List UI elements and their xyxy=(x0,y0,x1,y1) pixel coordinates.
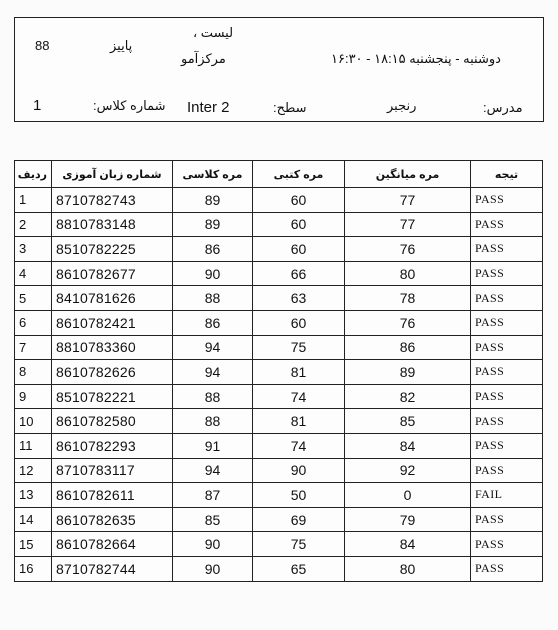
written-score-cell: 74 xyxy=(253,433,345,458)
table-row xyxy=(15,556,543,581)
row-number-cell: 10 xyxy=(15,409,52,434)
class-score-cell: 94 xyxy=(173,458,253,483)
written-score-cell: 66 xyxy=(253,261,345,286)
class-score-cell: 90 xyxy=(173,532,253,557)
final-score-cell: 84 xyxy=(345,532,471,557)
column-header-written-score: مره کتبی xyxy=(253,161,345,188)
table-row xyxy=(15,261,543,286)
student-id-cell: 8610782677 xyxy=(52,261,173,286)
result-cell: PASS xyxy=(471,286,543,311)
result-cell: PASS xyxy=(471,310,543,335)
row-number-cell: 16 xyxy=(15,556,52,581)
result-cell: PASS xyxy=(471,409,543,434)
row-number-cell: 1 xyxy=(15,188,52,213)
column-header-student-id: شماره زبان آموزی xyxy=(52,161,173,188)
final-score-cell: 77 xyxy=(345,212,471,237)
class-info-header xyxy=(14,17,544,122)
class-score-cell: 94 xyxy=(173,335,253,360)
row-number-cell: 7 xyxy=(15,335,52,360)
center-name: مرکزآمو xyxy=(181,51,226,66)
level-value: Inter 2 xyxy=(187,99,230,116)
student-id-cell: 8610782580 xyxy=(52,409,173,434)
final-score-cell: 76 xyxy=(345,237,471,262)
table-row xyxy=(15,310,543,335)
student-id-cell: 8410781626 xyxy=(52,286,173,311)
class-score-cell: 85 xyxy=(173,507,253,532)
final-score-cell: 86 xyxy=(345,335,471,360)
result-cell: PASS xyxy=(471,212,543,237)
row-number-cell: 15 xyxy=(15,532,52,557)
result-cell: PASS xyxy=(471,532,543,557)
class-score-cell: 89 xyxy=(173,212,253,237)
written-score-cell: 74 xyxy=(253,384,345,409)
result-cell: PASS xyxy=(471,188,543,213)
column-header-result: تیجه xyxy=(471,161,543,188)
table-row xyxy=(15,212,543,237)
row-number-cell: 9 xyxy=(15,384,52,409)
column-header-class-score: مره کلاسی xyxy=(173,161,253,188)
grades-table xyxy=(14,160,543,582)
final-score-cell: 80 xyxy=(345,261,471,286)
list-title: لیست ، xyxy=(193,25,234,40)
written-score-cell: 81 xyxy=(253,360,345,385)
table-row xyxy=(15,286,543,311)
written-score-cell: 69 xyxy=(253,507,345,532)
result-cell: PASS xyxy=(471,507,543,532)
row-number-cell: 6 xyxy=(15,310,52,335)
student-id-cell: 8610782421 xyxy=(52,310,173,335)
written-score-cell: 60 xyxy=(253,310,345,335)
result-cell: PASS xyxy=(471,433,543,458)
table-row xyxy=(15,458,543,483)
class-number-label: شماره کلاس: xyxy=(93,98,166,113)
written-score-cell: 75 xyxy=(253,532,345,557)
class-number-value: 1 xyxy=(33,97,42,114)
class-score-cell: 89 xyxy=(173,188,253,213)
semester-name: پاییز xyxy=(110,38,133,53)
final-score-cell: 92 xyxy=(345,458,471,483)
student-id-cell: 8810783148 xyxy=(52,212,173,237)
row-number-cell: 12 xyxy=(15,458,52,483)
final-score-cell: 80 xyxy=(345,556,471,581)
result-cell: PASS xyxy=(471,360,543,385)
final-score-cell: 0 xyxy=(345,483,471,508)
row-number-cell: 4 xyxy=(15,261,52,286)
teacher-name: رنجبر xyxy=(387,98,417,113)
result-cell: PASS xyxy=(471,458,543,483)
written-score-cell: 60 xyxy=(253,188,345,213)
table-row xyxy=(15,433,543,458)
written-score-cell: 81 xyxy=(253,409,345,434)
final-score-cell: 82 xyxy=(345,384,471,409)
result-cell: PASS xyxy=(471,384,543,409)
row-number-cell: 13 xyxy=(15,483,52,508)
table-row xyxy=(15,360,543,385)
class-score-cell: 88 xyxy=(173,409,253,434)
table-row xyxy=(15,335,543,360)
row-number-cell: 5 xyxy=(15,286,52,311)
table-row xyxy=(15,409,543,434)
final-score-cell: 84 xyxy=(345,433,471,458)
column-header-final-score: مره میانگین xyxy=(345,161,471,188)
final-score-cell: 78 xyxy=(345,286,471,311)
final-score-cell: 89 xyxy=(345,360,471,385)
semester-code: 88 xyxy=(35,38,50,53)
table-row xyxy=(15,237,543,262)
result-cell: PASS xyxy=(471,237,543,262)
schedule-text: دوشنبه - پنجشنبه ۱۸:۱۵ - ۱۶:۳۰ xyxy=(331,51,501,66)
student-id-cell: 8510782225 xyxy=(52,237,173,262)
student-id-cell: 8510782221 xyxy=(52,384,173,409)
table-row xyxy=(15,483,543,508)
table-row xyxy=(15,384,543,409)
table-header-row xyxy=(15,161,543,188)
final-score-cell: 77 xyxy=(345,188,471,213)
table-row xyxy=(15,532,543,557)
class-score-cell: 86 xyxy=(173,237,253,262)
class-score-cell: 90 xyxy=(173,261,253,286)
written-score-cell: 63 xyxy=(253,286,345,311)
row-number-cell: 14 xyxy=(15,507,52,532)
student-id-cell: 8610782611 xyxy=(52,483,173,508)
student-id-cell: 8810783360 xyxy=(52,335,173,360)
class-score-cell: 88 xyxy=(173,286,253,311)
student-id-cell: 8610782635 xyxy=(52,507,173,532)
student-id-cell: 8710782743 xyxy=(52,188,173,213)
final-score-cell: 76 xyxy=(345,310,471,335)
student-id-cell: 8610782293 xyxy=(52,433,173,458)
student-id-cell: 8710783117 xyxy=(52,458,173,483)
column-header-row: ردیف xyxy=(15,161,52,188)
result-cell: FAIL xyxy=(471,483,543,508)
table-row xyxy=(15,188,543,213)
class-score-cell: 86 xyxy=(173,310,253,335)
row-number-cell: 8 xyxy=(15,360,52,385)
class-score-cell: 88 xyxy=(173,384,253,409)
row-number-cell: 2 xyxy=(15,212,52,237)
table-row xyxy=(15,507,543,532)
teacher-label: مدرس: xyxy=(483,100,523,115)
result-cell: PASS xyxy=(471,335,543,360)
written-score-cell: 60 xyxy=(253,212,345,237)
written-score-cell: 75 xyxy=(253,335,345,360)
written-score-cell: 60 xyxy=(253,237,345,262)
result-cell: PASS xyxy=(471,261,543,286)
row-number-cell: 3 xyxy=(15,237,52,262)
student-id-cell: 8710782744 xyxy=(52,556,173,581)
class-score-cell: 91 xyxy=(173,433,253,458)
written-score-cell: 50 xyxy=(253,483,345,508)
class-score-cell: 87 xyxy=(173,483,253,508)
final-score-cell: 85 xyxy=(345,409,471,434)
class-score-cell: 90 xyxy=(173,556,253,581)
class-score-cell: 94 xyxy=(173,360,253,385)
student-id-cell: 8610782626 xyxy=(52,360,173,385)
student-id-cell: 8610782664 xyxy=(52,532,173,557)
level-label: سطح: xyxy=(273,100,307,115)
result-cell: PASS xyxy=(471,556,543,581)
written-score-cell: 65 xyxy=(253,556,345,581)
final-score-cell: 79 xyxy=(345,507,471,532)
written-score-cell: 90 xyxy=(253,458,345,483)
row-number-cell: 11 xyxy=(15,433,52,458)
